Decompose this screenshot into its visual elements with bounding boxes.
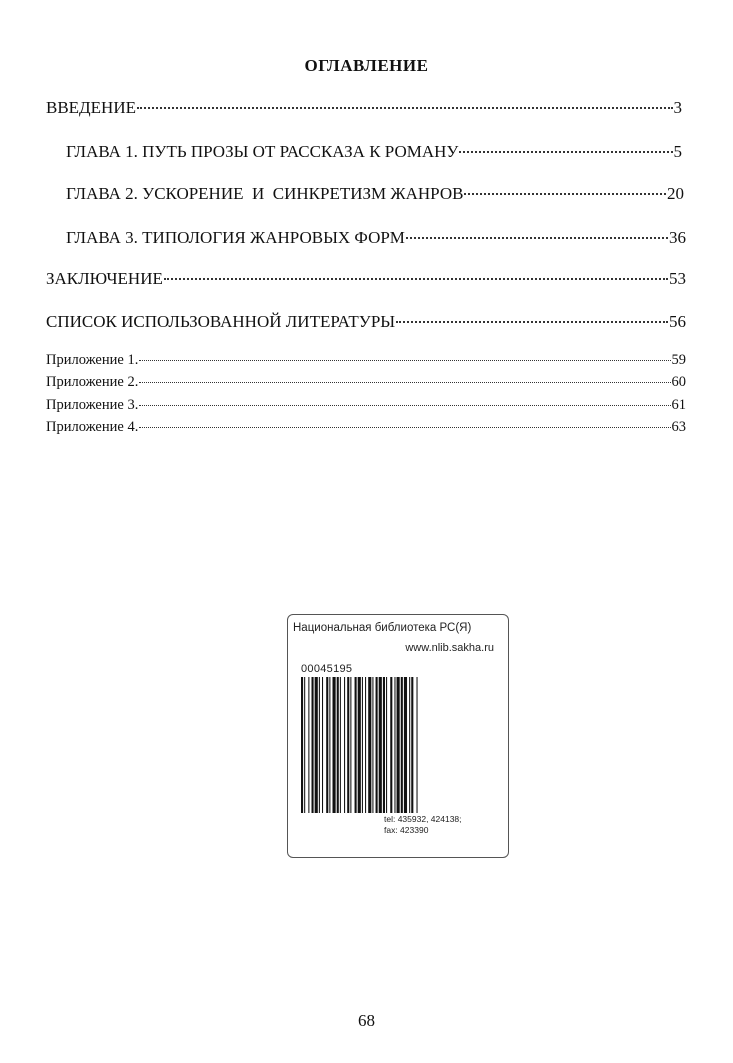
appendix-label: Приложение 3.	[46, 397, 139, 413]
appendix-page: 60	[671, 374, 686, 390]
toc-leader-dots	[164, 278, 668, 280]
toc-leader-dots	[139, 360, 670, 361]
toc-leader-dots	[396, 321, 668, 323]
toc-entry	[66, 142, 682, 162]
toc-entry-label: ГЛАВА 1. ПУТЬ ПРОЗЫ ОТ РАССКАЗА К РОМАНУ	[66, 142, 459, 161]
page-number: 68	[358, 1011, 375, 1030]
appendix-page: 59	[671, 352, 686, 368]
toc-entry-label: ГЛАВА 2. УСКОРЕНИЕ И СИНКРЕТИЗМ ЖАНРОВ	[66, 184, 464, 203]
library-fax: fax: 423390	[384, 825, 429, 835]
toc-leader-dots	[139, 405, 670, 406]
toc-entry	[66, 228, 686, 248]
toc-entry-label: СПИСОК ИСПОЛЬЗОВАННОЙ ЛИТЕРАТУРЫ	[46, 312, 396, 331]
appendix-page: 61	[671, 397, 686, 413]
toc-leader-dots	[459, 151, 672, 153]
appendix-entry	[46, 419, 686, 436]
toc-leader-dots	[464, 193, 666, 195]
barcode-number: 00045195	[301, 663, 353, 675]
toc-entry-page: 36	[669, 228, 686, 247]
toc-entry	[66, 184, 684, 204]
toc-leader-dots	[139, 382, 670, 383]
toc-entry-page: 3	[673, 98, 682, 117]
library-barcode-label	[287, 614, 509, 858]
library-name: Национальная библиотека РС(Я)	[293, 622, 472, 634]
toc-entry	[46, 312, 686, 332]
appendix-label: Приложение 2.	[46, 374, 139, 390]
library-contacts	[384, 814, 462, 836]
toc-entry-page: 5	[673, 142, 682, 161]
toc-entry-page: 56	[669, 312, 686, 331]
toc-entry-page: 53	[669, 269, 686, 288]
toc-leader-dots	[139, 427, 670, 428]
toc-entry	[46, 98, 682, 118]
toc-leader-dots	[137, 107, 673, 109]
toc-entry-label: ВВЕДЕНИЕ	[46, 98, 136, 117]
toc-entry-label: ГЛАВА 3. ТИПОЛОГИЯ ЖАНРОВЫХ ФОРМ	[66, 228, 405, 247]
library-phones: tel: 435932, 424138;	[384, 814, 462, 824]
toc-leader-dots	[406, 237, 668, 239]
toc-entry	[46, 269, 686, 289]
library-url: www.nlib.sakha.ru	[405, 642, 494, 654]
toc-title: ОГЛАВЛЕНИЕ	[304, 56, 429, 75]
appendix-entry	[46, 397, 686, 414]
appendix-page: 63	[671, 419, 686, 435]
barcode-image	[301, 677, 502, 813]
toc-entry-page: 20	[667, 184, 684, 203]
appendix-label: Приложение 4.	[46, 419, 139, 435]
appendix-entry	[46, 374, 686, 391]
appendix-label: Приложение 1.	[46, 352, 139, 368]
appendix-entry	[46, 352, 686, 369]
toc-entry-label: ЗАКЛЮЧЕНИЕ	[46, 269, 163, 288]
